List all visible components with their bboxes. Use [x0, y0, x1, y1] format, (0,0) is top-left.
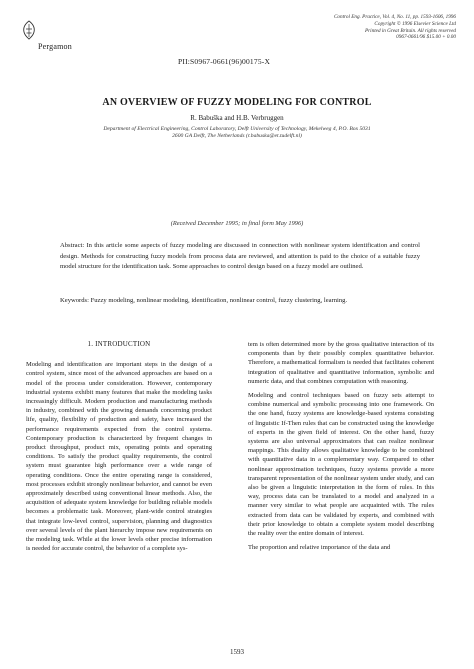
publisher-name: Pergamon: [38, 42, 72, 51]
journal-line: 0967-0661/96 $15.00 + 0.00: [396, 34, 456, 41]
authors: R. Babuška and H.B. Verbruggen: [190, 114, 284, 122]
keywords-label: Keywords:: [60, 297, 89, 304]
journal-line: Control Eng. Practice, Vol. 4, No. 11, pp. 1593-1606, 1996: [333, 14, 456, 20]
paper-title: AN OVERVIEW OF FUZZY MODELING FOR CONTROL: [102, 97, 372, 108]
body-paragraph: Modeling and identification are important steps in the design of a control system, since most of the advanced approaches are based on a model of the process under consideration. However, contemporary industrial systems exhibit many features that make the modeling tasks increasingly difficult. Modern production and manufacturing methods in industry, combined with the growing demands concerning product life, quality, flexibility of production and safety, have increased the performance requirements expected from the control systems. Contemporary production is characterized by frequent changes in product throughput, product mix, operating points and operating conditions. To satisfy the product quality requirements, the control system must guarantee high performance over a wide range of operating conditions. Once the entire operating range is considered, most processes exhibit strongly nonlinear behavior, and cannot be even approximately described using conventional linear methods. Also, the acquisition of adequate system knowledge for building reliable models becomes a problematic task. Moreover, plant-wide control strategies that integrate low-level control, supervision, planning and diagnostics over several levels of the plant hierarchy impose new requirements on the modeling task. While at the lower levels other precise information is needed for accurate control, the behavior of a complete sys-: [26, 361, 212, 553]
publisher-emblem-icon: [20, 20, 38, 40]
body-column-right: [248, 340, 434, 557]
keywords-text: Fuzzy modeling, nonlinear modeling, identification, nonlinear control, fuzzy clustering, learning.: [90, 297, 348, 304]
section-heading: 1. INTRODUCTION: [87, 340, 151, 348]
received-date: (Received December 1995; in final form May 1996): [170, 220, 304, 227]
affiliation-line: Department of Electrical Engineering, Control Laboratory, Delft University of Technology, Mekelweg 4, P.O. Box 5031: [103, 126, 371, 132]
abstract-text: In this article some aspects of fuzzy modeling are discussed in connection with nonlinear system identification and control design. Methods for constructing fuzzy models from process data are reviewed, and attention is paid to the choice of a suitable fuzzy model structure for the identification task. Some approaches to control design based on a fuzzy model are outlined.: [60, 242, 420, 271]
affiliation-line: 2600 GA Delft, The Netherlands (r.babuska@et.tudelft.nl): [172, 133, 302, 140]
body-paragraph: tem is often determined more by the gross qualitative interaction of its components than by their possibly complex quantitative behavior. Therefore, a mathematical formalism is needed that facilitates coherent integration of qualitative and quantitative information, symbolic and numeric data, and that combines computation with reasoning.: [248, 341, 434, 385]
body-paragraph: The proportion and relative importance of the data and: [248, 544, 391, 552]
keywords: [60, 296, 420, 307]
publisher-logo: [20, 20, 130, 76]
affiliation: [40, 126, 434, 141]
journal-info: [236, 14, 456, 41]
abstract-label: Abstract:: [60, 242, 85, 249]
journal-line: Printed in Great Britain. All rights reserved: [364, 27, 456, 34]
abstract: [60, 241, 420, 273]
page-number: 1593: [230, 648, 244, 656]
body-paragraph: Modeling and control techniques based on fuzzy sets attempt to combine numerical and symbolic processing into one framework. On the one hand, fuzzy systems are knowledge-based systems consisting of linguistic If-Then rules that can be constructed using the knowledge of experts in the given field of interest. On the other hand, fuzzy systems are also universal approximators that can realize nonlinear mappings. This duality allows qualitative knowledge to be combined with quantitative data in a complementary way. Compared to other nonlinear approximation techniques, fuzzy systems provide a more transparent representation of the nonlinear system under study, and can also be given a linguistic interpretation in the form of rules. In this way, process data can be translated to a model and analyzed in a manner very similar to what people are acquainted with. The rules extracted from data can be validated by experts, and combined with their prior knowledge to obtain a complete system model describing the reality over the entire domain of interest.: [248, 392, 434, 538]
journal-line: Copyright © 1996 Elsevier Science Ltd: [374, 20, 456, 27]
body-column-left: [26, 340, 212, 558]
pii-code: PII:S0967-0661(96)00175-X: [178, 57, 271, 66]
